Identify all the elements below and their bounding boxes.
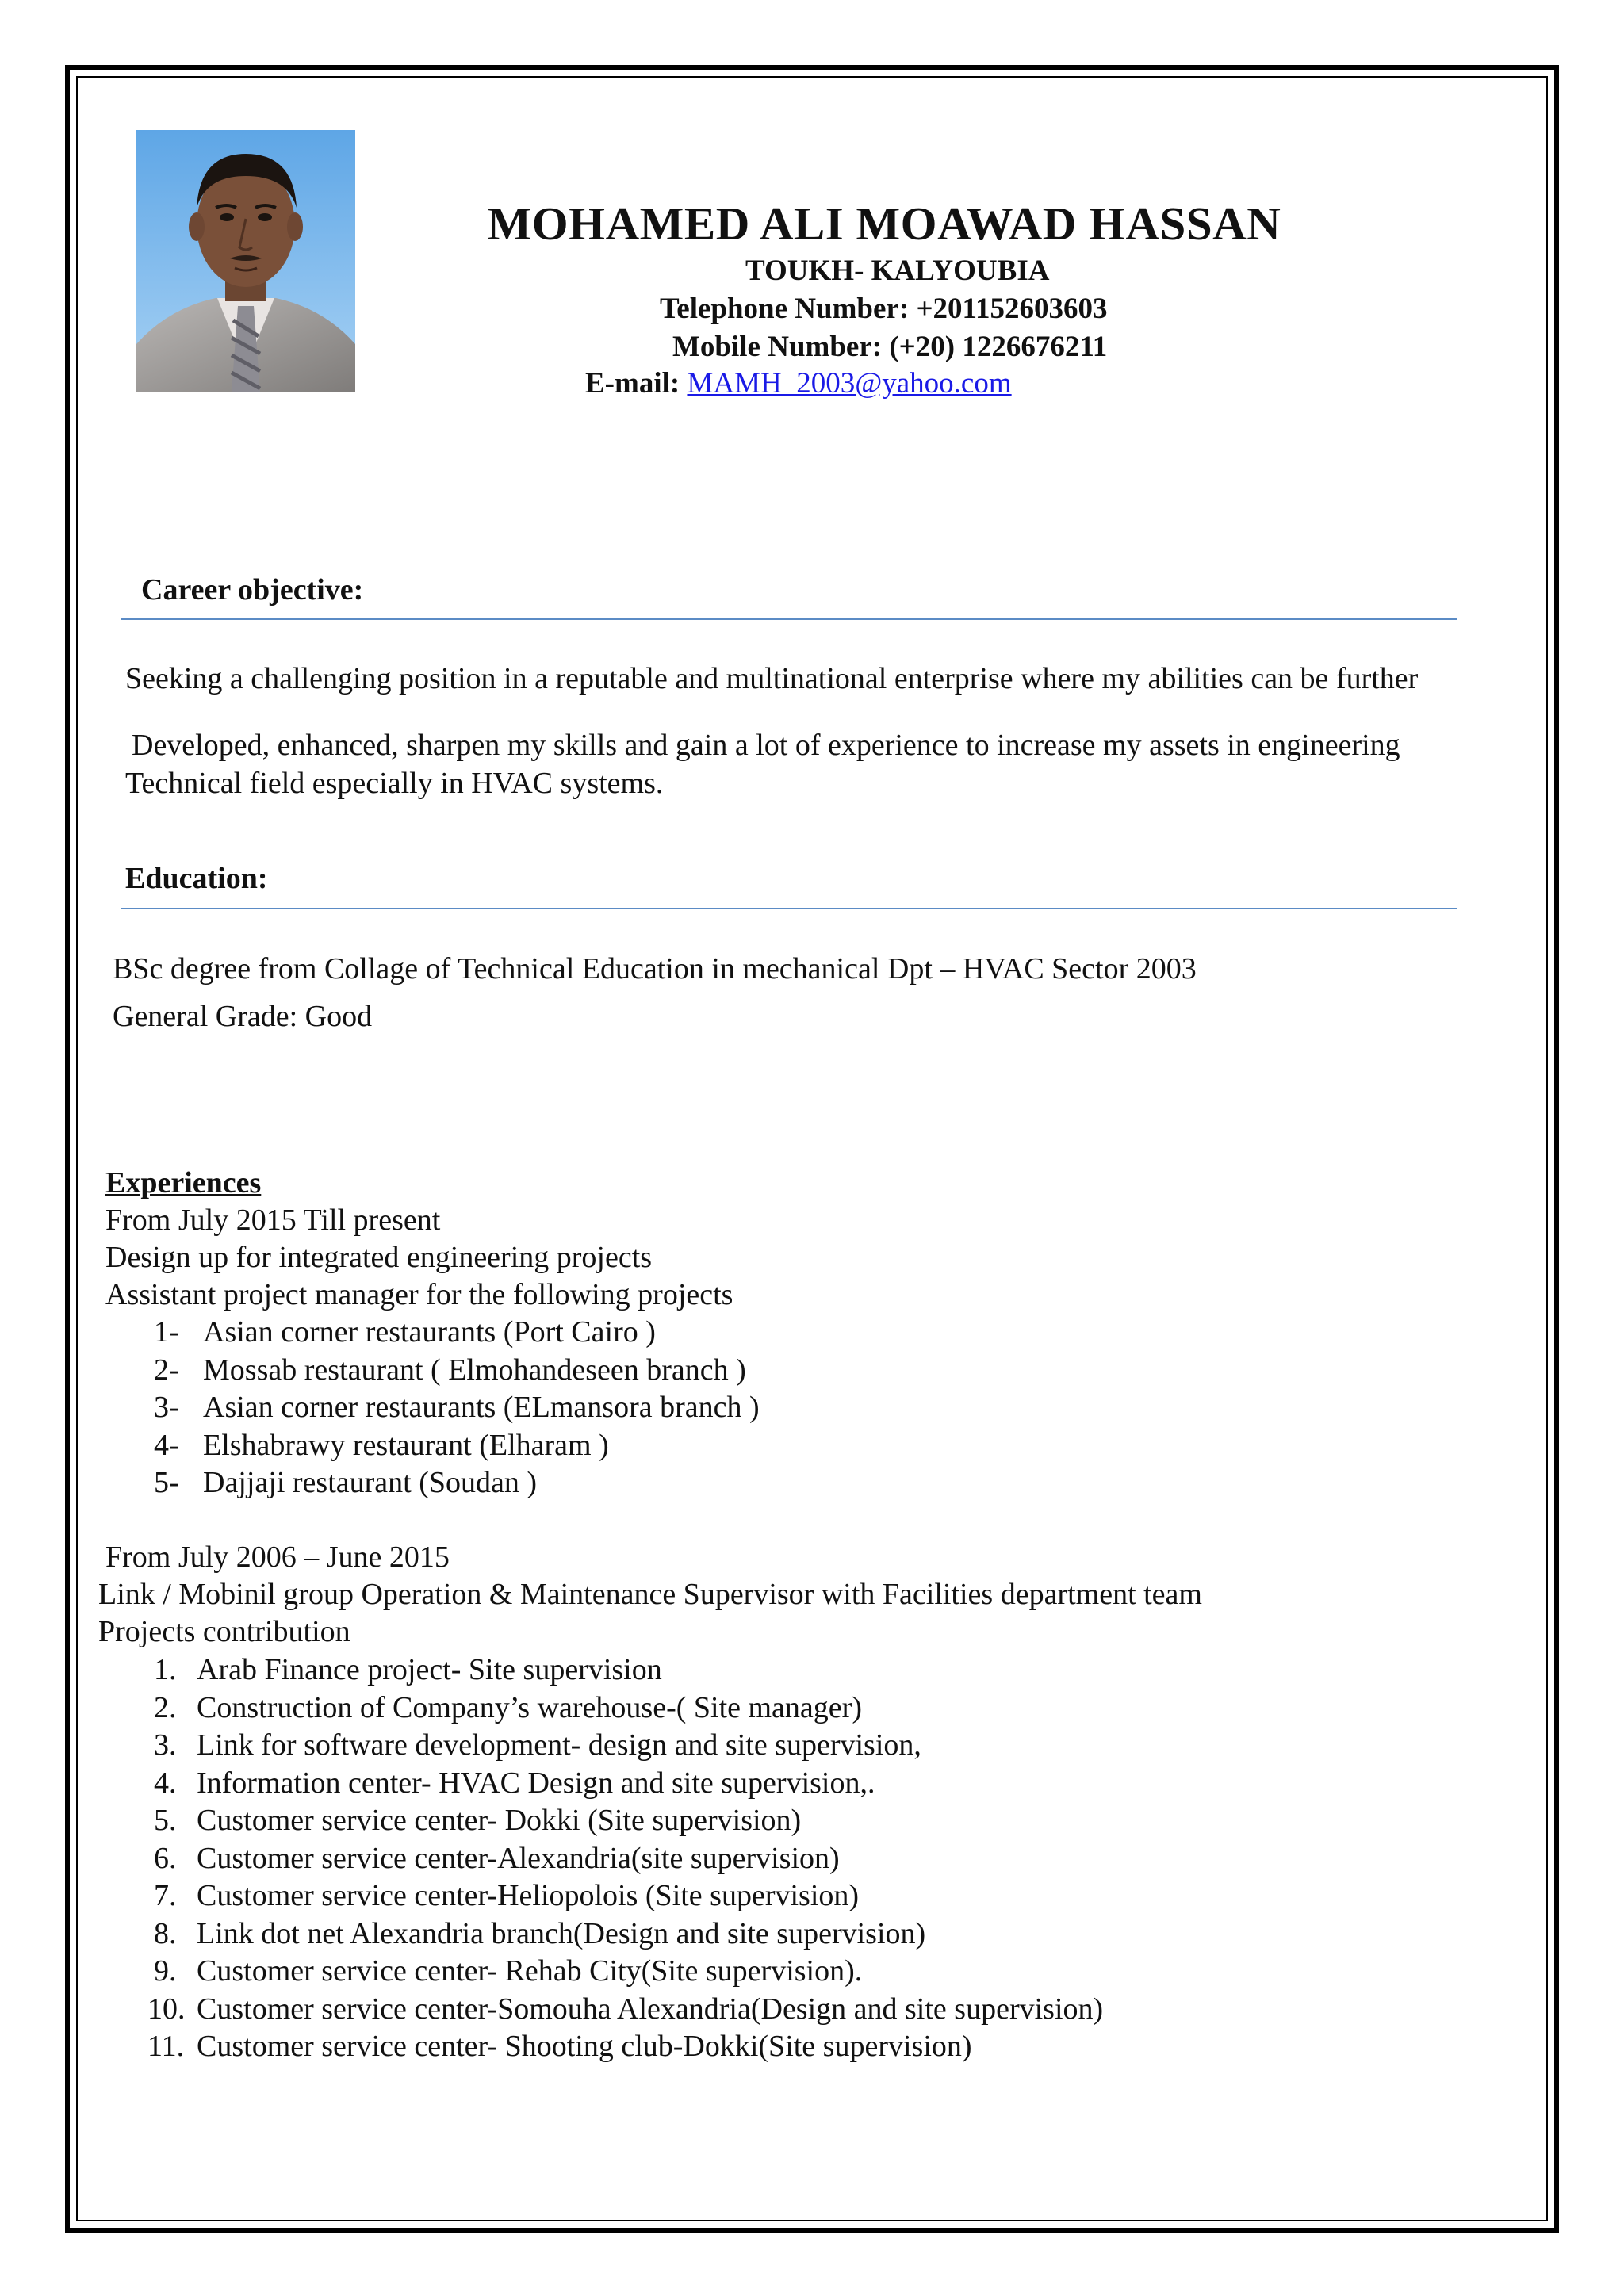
profile-photo [136, 130, 355, 392]
education-heading: Education: [125, 862, 268, 895]
career-objective-heading: Career objective: [141, 573, 364, 607]
job2-line-2: Projects contribution [98, 1615, 350, 1648]
list-number: 5. [154, 1804, 177, 1837]
mobile-value: (+20) 1226676211 [889, 331, 1108, 363]
telephone-value: +201152603603 [916, 293, 1108, 325]
job2-line-1: Link / Mobinil group Operation & Maintenance Supervisor with Facilities department team [98, 1578, 1202, 1611]
list-number: 9. [154, 1954, 177, 1988]
education-grade: General Grade: Good [113, 1000, 373, 1033]
career-divider [121, 618, 1457, 620]
list-number: 4- [154, 1428, 179, 1462]
career-text-line-1: Seeking a challenging position in a reputable and multinational enterprise where my abilities can be further [125, 662, 1419, 695]
experiences-heading: Experiences [105, 1166, 262, 1200]
list-number: 8. [154, 1916, 177, 1950]
telephone-line [660, 292, 1107, 326]
telephone-label: Telephone Number: [660, 293, 910, 325]
address: TOUKH- KALYOUBIA [745, 254, 1050, 287]
list-number: 2- [154, 1353, 179, 1387]
education-degree: BSc degree from Collage of Technical Education in mechanical Dpt – HVAC Sector 2003 [113, 952, 1197, 985]
list-number: 7. [154, 1879, 177, 1912]
list-number: 10. [147, 1992, 186, 2026]
list-text: Customer service center- Rehab City(Site supervision). [197, 1954, 863, 1988]
list-text: Link for software development- design and site supervision, [197, 1728, 921, 1762]
list-text: Asian corner restaurants (Port Cairo ) [203, 1315, 656, 1349]
list-number: 3. [154, 1728, 177, 1762]
job1-line-1: Design up for integrated engineering projects [105, 1241, 653, 1274]
career-text-line-2: Developed, enhanced, sharpen my skills and gain a lot of experience to increase my assets in engineering [132, 729, 1400, 762]
list-text: Arab Finance project- Site supervision [197, 1653, 662, 1686]
email-link[interactable]: MAMH_2003@yahoo.com [687, 367, 1012, 400]
list-text: Link dot net Alexandria branch(Design and site supervision) [197, 1916, 926, 1950]
list-text: Customer service center-Alexandria(site supervision) [197, 1841, 840, 1875]
career-text-line-3: Technical field especially in HVAC systems. [125, 767, 664, 800]
list-number: 6. [154, 1841, 177, 1875]
list-text: Dajjaji restaurant (Soudan ) [203, 1466, 538, 1499]
list-text: Information center- HVAC Design and site supervision,. [197, 1766, 875, 1800]
list-number: 1. [154, 1653, 177, 1686]
list-text: Asian corner restaurants (ELmansora branch ) [203, 1391, 760, 1424]
education-divider [121, 908, 1457, 909]
list-number: 1- [154, 1315, 179, 1349]
candidate-name: MOHAMED ALI MOAWAD HASSAN [487, 197, 1281, 250]
list-text: Customer service center- Dokki (Site supervision) [197, 1804, 802, 1837]
job1-line-2: Assistant project manager for the following projects [105, 1278, 733, 1311]
list-number: 4. [154, 1766, 177, 1800]
list-text: Elshabrawy restaurant (Elharam ) [203, 1428, 609, 1462]
job1-period: From July 2015 Till present [105, 1203, 441, 1237]
portrait-image [136, 130, 355, 392]
email-label: E-mail: [585, 367, 680, 400]
list-number: 2. [154, 1690, 177, 1724]
list-number: 5- [154, 1466, 179, 1499]
list-number: 11. [147, 2030, 185, 2063]
list-number: 3- [154, 1391, 179, 1424]
list-text: Customer service center-Heliopolois (Site supervision) [197, 1879, 860, 1912]
email-line [585, 366, 1012, 400]
mobile-line [672, 330, 1107, 364]
list-text: Construction of Company’s warehouse-( Site manager) [197, 1690, 862, 1724]
mobile-label: Mobile Number: [672, 331, 883, 363]
job2-period: From July 2006 – June 2015 [105, 1540, 450, 1574]
list-text: Customer service center- Shooting club-Dokki(Site supervision) [197, 2030, 972, 2063]
list-text: Customer service center-Somouha Alexandria(Design and site supervision) [197, 1992, 1104, 2026]
list-text: Mossab restaurant ( Elmohandeseen branch ) [203, 1353, 746, 1387]
